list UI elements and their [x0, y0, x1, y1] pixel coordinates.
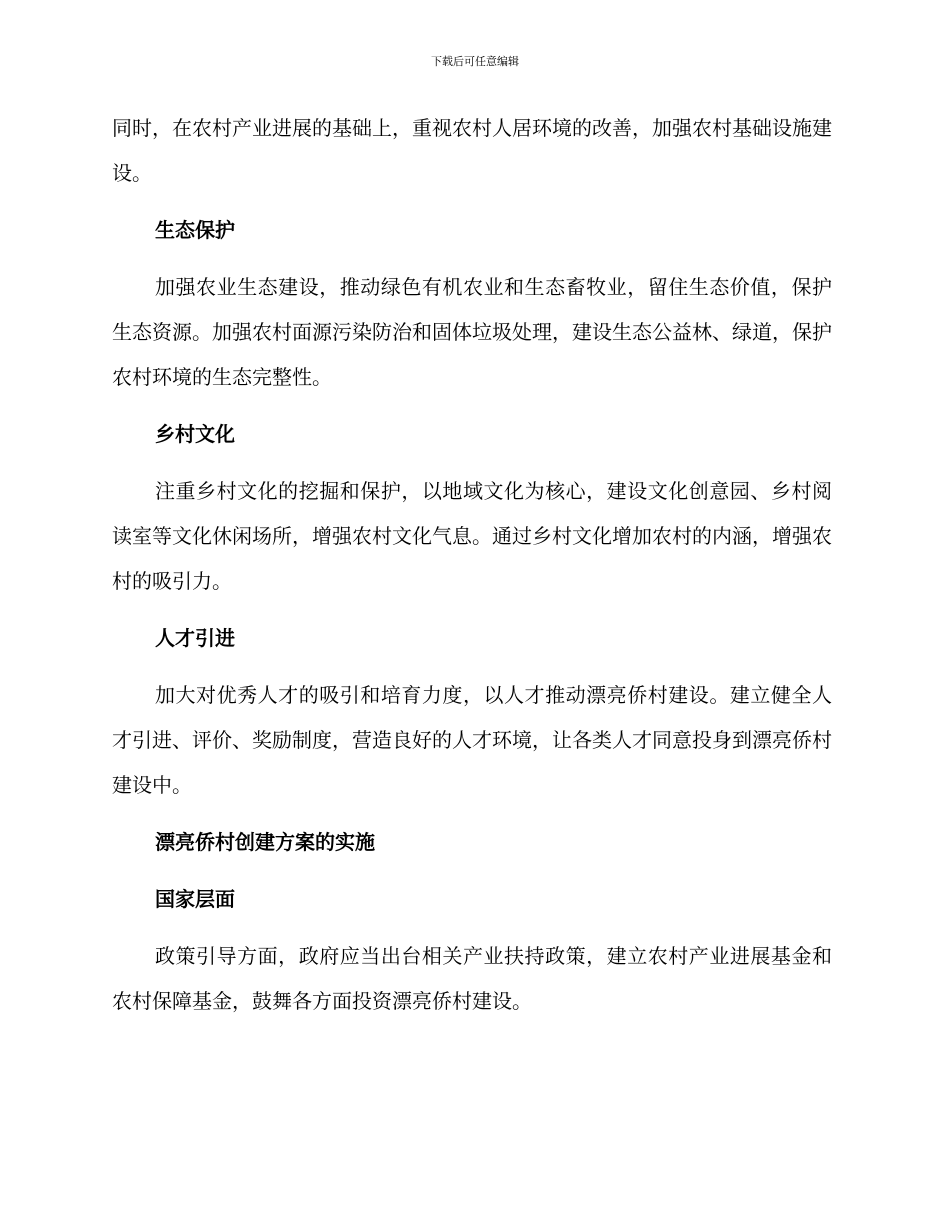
paragraph-ecology: 加强农业生态建设，推动绿色有机农业和生态畜牧业，留住生态价值，保护生态资源。加强农村面源污染防治和固体垃圾处理，建设生态公益林、绿道，保护农村环境的生态完整性。 [112, 275, 832, 389]
page-header: 下载后可任意编辑 [431, 55, 519, 68]
heading-rural-culture: 乡村文化 [155, 422, 235, 446]
paragraph-rural-culture: 注重乡村文化的挖掘和保护，以地域文化为核心，建设文化创意园、乡村阅读室等文化休闲场所，增强农村文化气息。通过乡村文化增加农村的内涵，增强农村的吸引力。 [112, 479, 832, 593]
heading-implementation: 漂亮侨村创建方案的实施 [155, 830, 375, 854]
paragraph-infrastructure: 同时，在农村产业进展的基础上，重视农村人居环境的改善，加强农村基础设施建设。 [112, 116, 832, 185]
heading-national-level: 国家层面 [155, 887, 235, 911]
document-body [112, 106, 832, 1036]
heading-talent: 人才引进 [155, 626, 235, 650]
heading-ecology: 生态保护 [155, 218, 235, 242]
paragraph-policy: 政策引导方面，政府应当出台相关产业扶持政策，建立农村产业进展基金和农村保障基金，鼓舞各方面投资漂亮侨村建设。 [112, 944, 832, 1013]
paragraph-talent: 加大对优秀人才的吸引和培育力度，以人才推动漂亮侨村建设。建立健全人才引进、评价、奖励制度，营造良好的人才环境，让各类人才同意投身到漂亮侨村建设中。 [112, 683, 832, 797]
